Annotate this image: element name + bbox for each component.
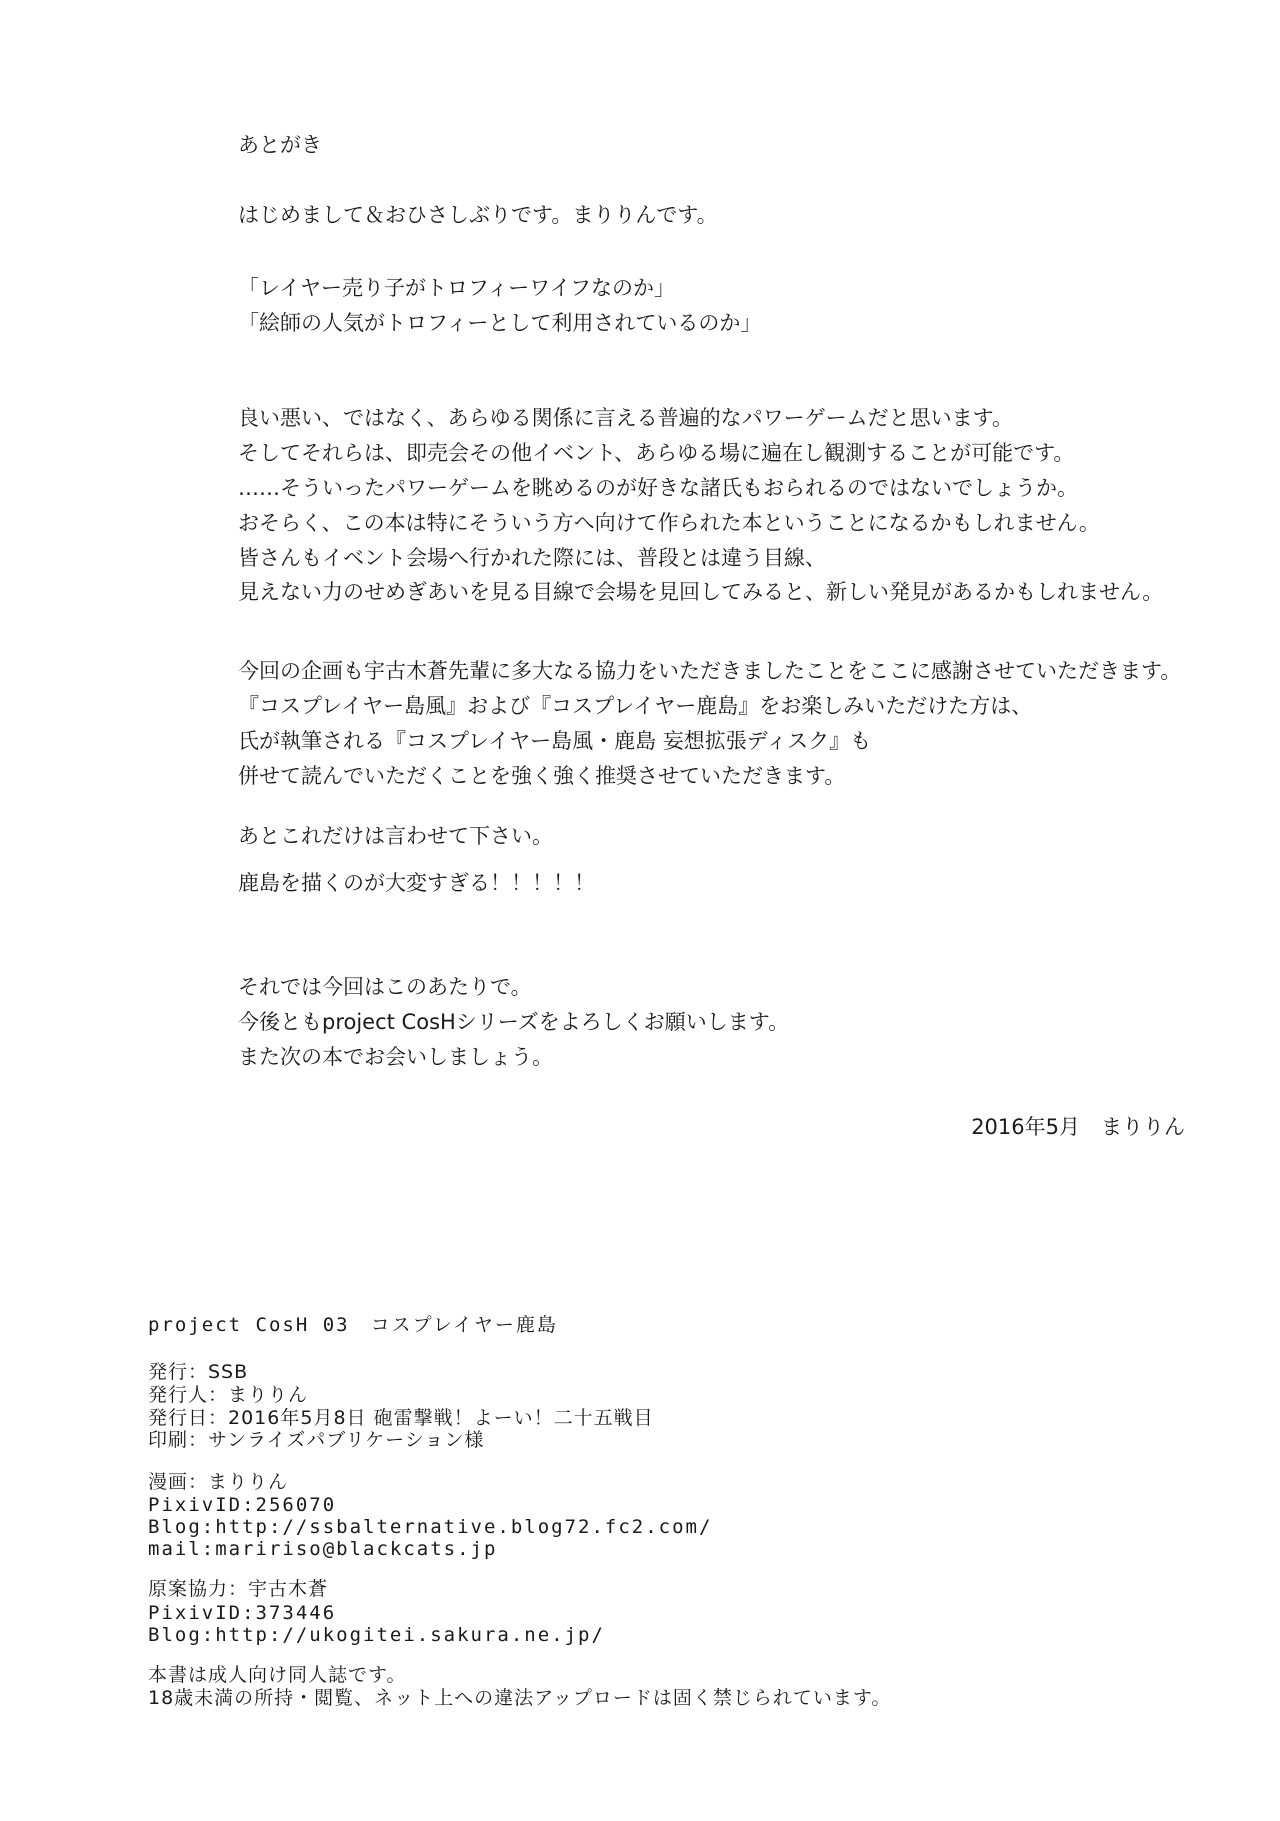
question-line: 「絵師の人気がトロフィーとして利用されているのか」 [238,311,762,335]
notice-line: 18歳未満の所持・閲覧、ネット上への違法アップロードは固く禁じられています。 [148,1687,892,1709]
mail-address: mail:maririso@blackcats.jp [148,1538,498,1560]
paragraph-line: 良い悪い、ではなく、あらゆる関係に言える普遍的なパワーゲームだと思います。 [238,406,1013,430]
publisher: 発行：SSB [148,1361,249,1383]
paragraph-line: 鹿島を描くのが大変すぎる！！！！！ [238,871,595,895]
issuer: 発行人：まりりん [148,1384,309,1406]
signature: 2016年5月 まりりん [971,1115,1185,1139]
pixiv-id: PixivID:256070 [148,1494,337,1516]
concept-credit: 原案協力：宇古木蒼 [148,1578,329,1600]
notice-line: 本書は成人向け同人誌です。 [148,1664,407,1686]
paragraph-line: ……そういったパワーゲームを眺めるのが好きな諸氏もおられるのではないでしょうか。 [238,476,1078,500]
closing-line: 今後ともproject CosHシリーズをよろしくお願いします。 [238,1010,790,1034]
paragraph-line: 見えない力のせめぎあいを見る目線で会場を見回してみると、新しい発見があるかもしれません。 [238,580,1164,604]
paragraph-line: 今回の企画も宇古木蒼先輩に多大なる協力をいただきましたことをここに感謝させていただきます。 [238,659,1182,683]
printer: 印刷：サンライズパブリケーション様 [148,1429,485,1451]
paragraph-line: 氏が執筆される『コスプレイヤー島風・鹿島 妄想拡張ディスク』も [238,729,872,753]
question-line: 「レイヤー売り子がトロフィーワイフなのか」 [238,276,676,300]
afterword-title: あとがき [238,133,322,157]
paragraph-line: おそらく、この本は特にそういう方へ向けて作られた本ということになるかもしれません。 [238,511,1100,535]
pixiv-id: PixivID:373446 [148,1602,337,1624]
issue-date: 発行日：2016年5月8日 砲雷撃戦！よーい！二十五戦目 [148,1407,654,1429]
paragraph-line: 併せて読んでいただくことを強く強く推奨させていただきます。 [238,764,846,788]
paragraph-line: そしてそれらは、即売会その他イベント、あらゆる場に遍在し観測することが可能です。 [238,441,1075,465]
colophon-title: project CosH 03 コスプレイヤー鹿島 [148,1314,558,1336]
blog-link: Blog:http://ssbalternative.blog72.fc2.com/ [148,1516,713,1538]
paragraph-line: あとこれだけは言わせて下さい。 [238,824,553,848]
greeting: はじめまして＆おひさしぶりです。まりりんです。 [238,203,718,227]
manga-credit: 漫画：まりりん [148,1471,289,1493]
paragraph-line: 『コスプレイヤー島風』および『コスプレイヤー鹿島』をお楽しみいただけた方は、 [238,694,1033,718]
closing-line: また次の本でお会いしましょう。 [238,1045,553,1069]
blog-link: Blog:http://ukogitei.sakura.ne.jp/ [148,1624,605,1646]
paragraph-line: 皆さんもイベント会場へ行かれた際には、普段とは違う目線、 [238,546,826,570]
closing-line: それでは今回はこのあたりで。 [238,975,532,999]
